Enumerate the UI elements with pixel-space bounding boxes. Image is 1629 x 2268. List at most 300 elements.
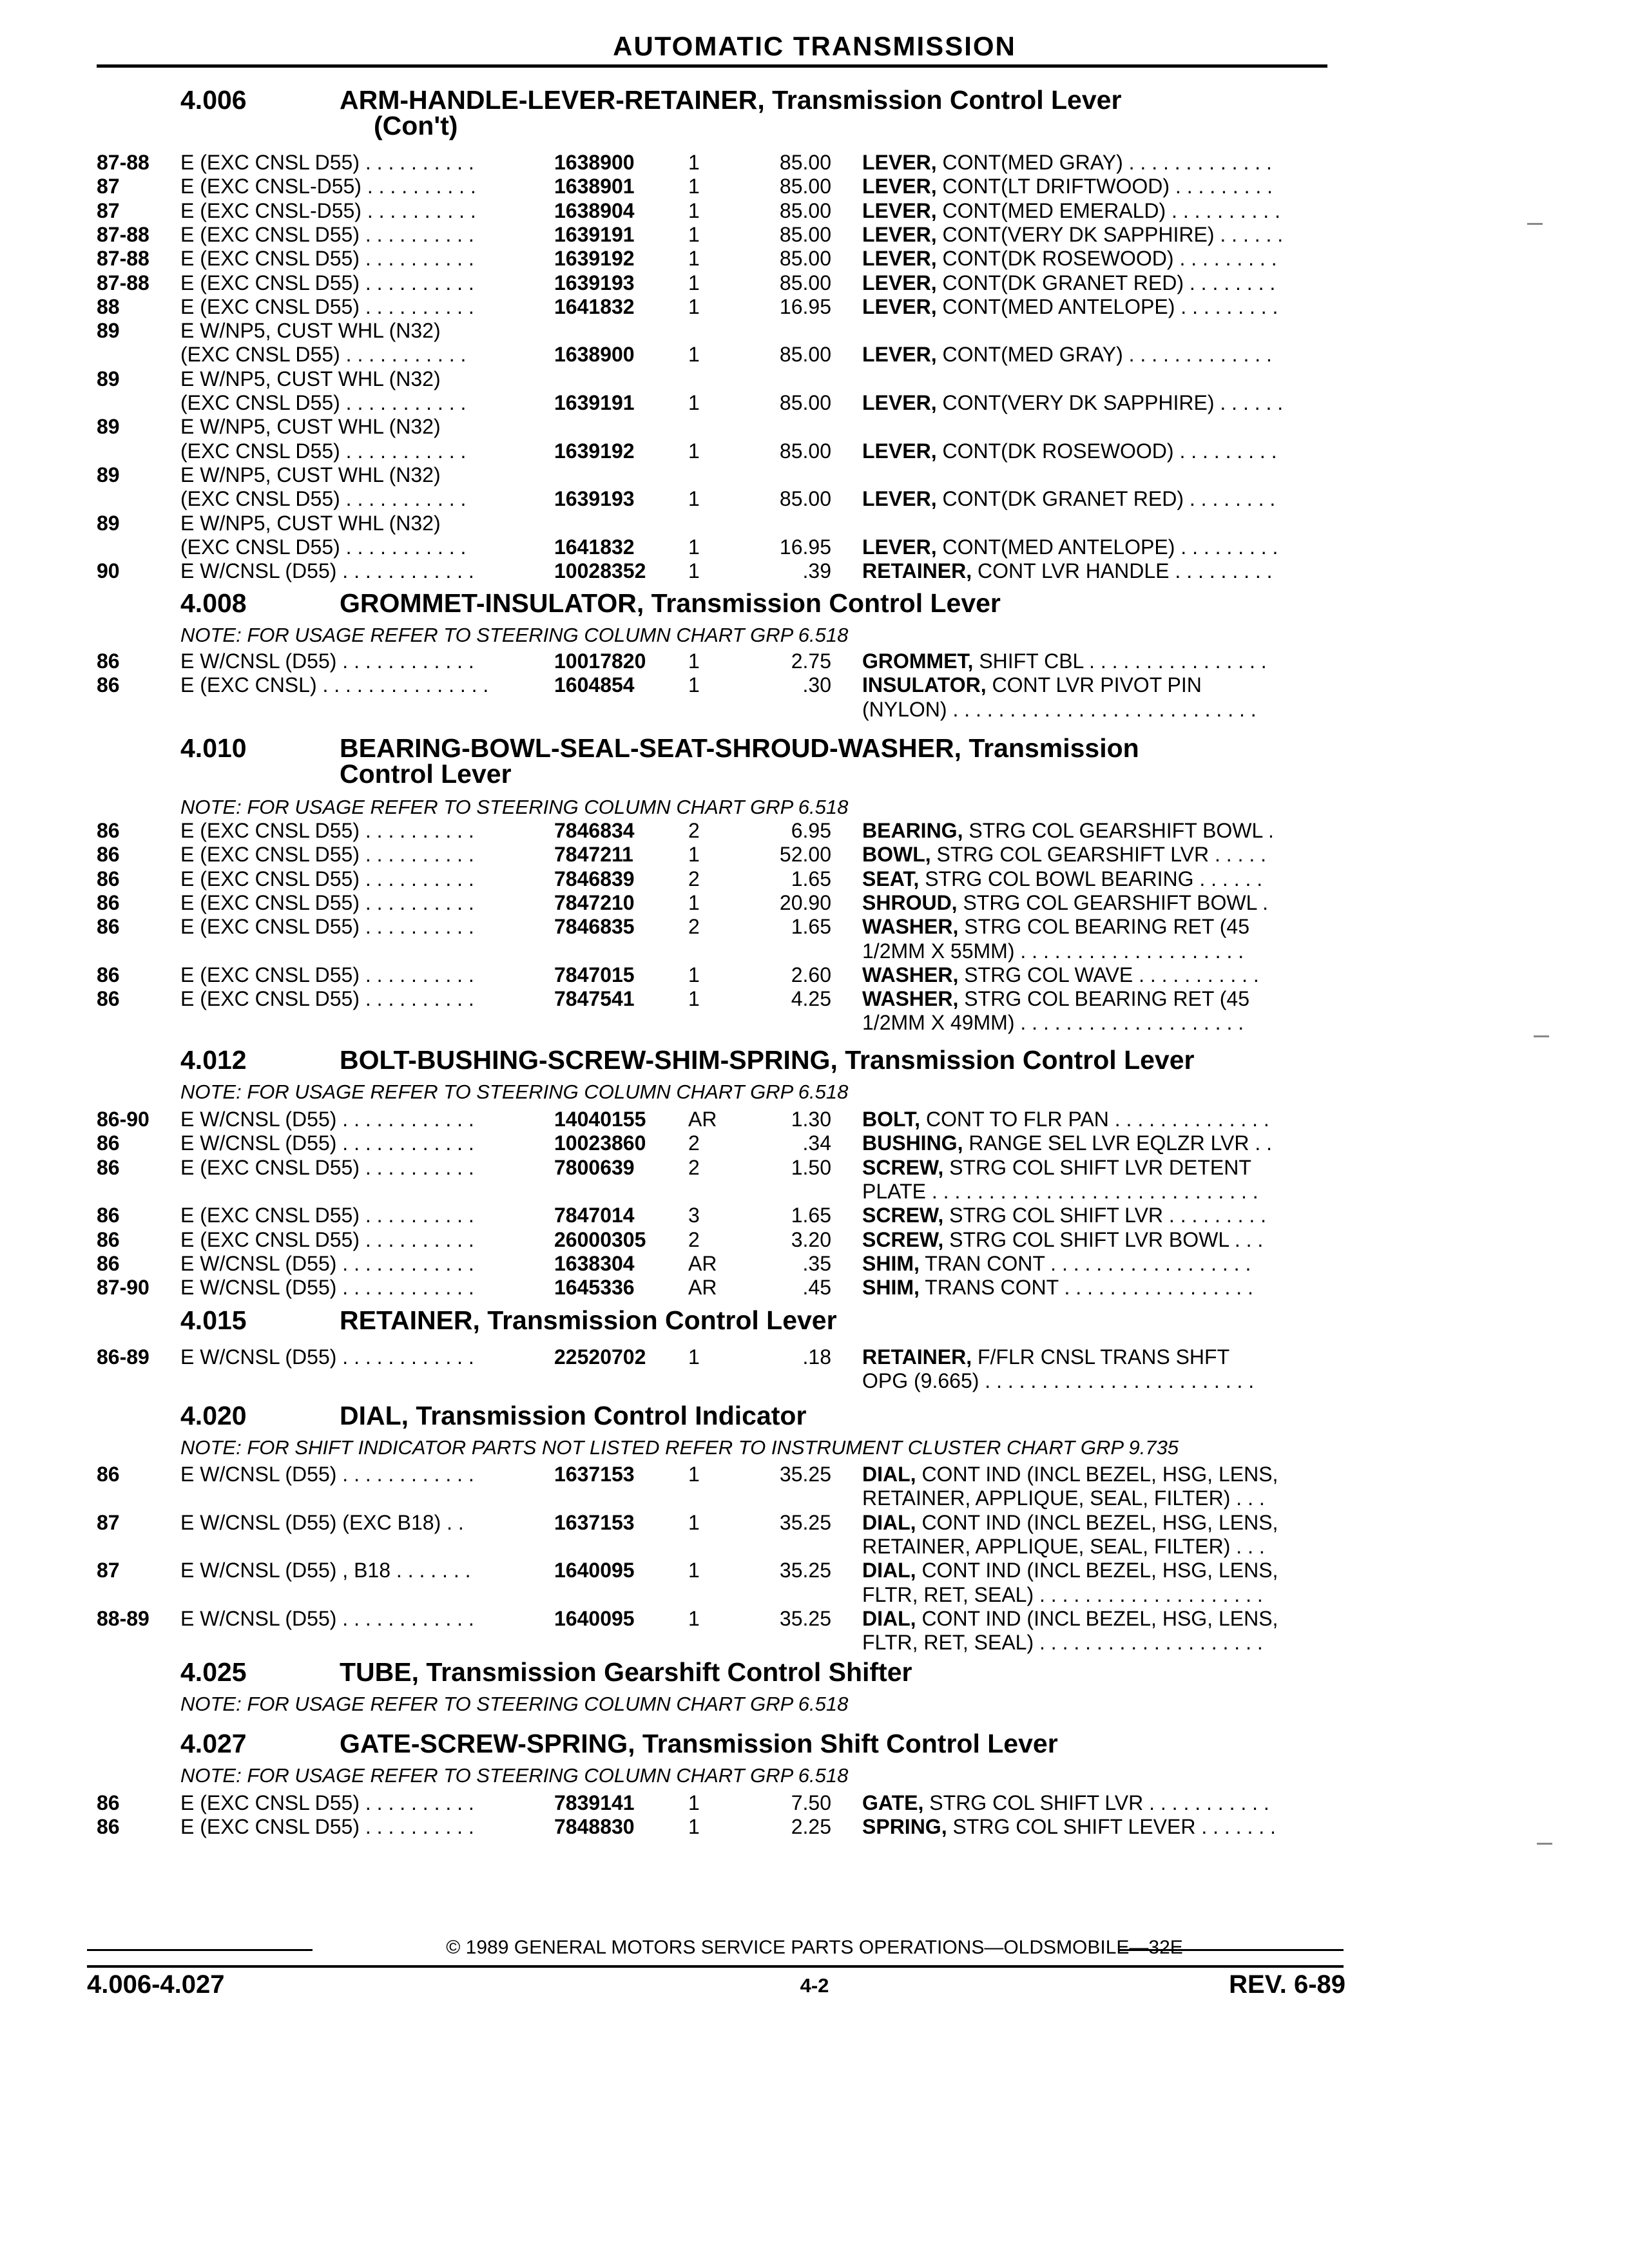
margin-mark	[1537, 1843, 1552, 1845]
application: E (EXC CNSL D55) . . . . . . . . . .	[180, 1155, 474, 1179]
part-number: 1639191	[554, 391, 635, 414]
part-number: 1645336	[554, 1276, 635, 1300]
quantity: 3	[688, 1204, 700, 1227]
quantity: 2	[688, 1155, 700, 1179]
table-row	[0, 1369, 1629, 1393]
table-row	[0, 819, 1629, 843]
application: E (EXC CNSL D55) . . . . . . . . . .	[180, 222, 474, 246]
description-text: RANGE SEL LVR EQLZR LVR . .	[969, 1131, 1272, 1155]
description	[862, 1228, 1263, 1252]
model-year: 86	[97, 1155, 120, 1179]
model-year: 87-88	[97, 271, 149, 294]
description	[862, 1108, 1269, 1131]
description	[862, 1276, 1253, 1300]
part-name: WASHER,	[862, 915, 959, 939]
table-row	[0, 415, 1629, 439]
model-year: 86	[97, 963, 120, 986]
price: .39	[802, 559, 831, 583]
description	[862, 199, 1280, 223]
part-name: LEVER,	[862, 439, 937, 463]
description-text: (NYLON) . . . . . . . . . . . . . . . . . . . . . . . . . . .	[862, 697, 1257, 721]
description	[862, 1345, 1229, 1369]
quantity: 1	[688, 1345, 700, 1369]
price: 2.60	[791, 963, 831, 986]
description-text: CONT IND (INCL BEZEL, HSG, LENS,	[921, 1510, 1278, 1534]
section-number: 4.025	[180, 1657, 247, 1687]
description	[862, 223, 1283, 247]
description	[862, 939, 1244, 963]
usage-note: NOTE: FOR SHIFT INDICATOR PARTS NOT LISTED REFER TO INSTRUMENT CLUSTER CHART GRP 9.735	[180, 1436, 1179, 1459]
part-name: SCREW,	[862, 1155, 944, 1179]
table-row	[0, 199, 1629, 223]
section-number: 4.010	[180, 733, 247, 763]
part-number: 1639193	[554, 271, 635, 294]
model-year: 87	[97, 1510, 120, 1534]
model-year: 89	[97, 511, 120, 535]
table-row	[0, 1535, 1629, 1559]
quantity: 1	[688, 294, 700, 318]
page-range: 4.006-4.027	[87, 1970, 225, 1999]
application: E (EXC CNSL D55) . . . . . . . . . .	[180, 1815, 474, 1839]
quantity: 1	[688, 1815, 700, 1839]
price: 2.75	[791, 649, 831, 673]
description	[862, 343, 1272, 367]
table-row	[0, 867, 1629, 891]
part-name: LEVER,	[862, 222, 937, 246]
part-number: 7846834	[554, 819, 635, 842]
quantity: 1	[688, 343, 700, 367]
application: E (EXC CNSL D55) . . . . . . . . . .	[180, 915, 474, 939]
price: 35.25	[779, 1463, 831, 1486]
table-row	[0, 1252, 1629, 1276]
description	[862, 1180, 1258, 1204]
description	[862, 819, 1274, 843]
price: 1.50	[791, 1155, 831, 1179]
part-number: 7847014	[554, 1204, 635, 1227]
application: E (EXC CNSL D55) . . . . . . . . . .	[180, 819, 474, 842]
part-number: 1604854	[554, 673, 635, 697]
price: 35.25	[779, 1510, 831, 1534]
price: 85.00	[779, 247, 831, 271]
description	[862, 843, 1266, 867]
application: E (EXC CNSL D55) . . . . . . . . . .	[180, 987, 474, 1011]
model-year: 86	[97, 1791, 120, 1814]
description	[862, 391, 1283, 415]
description-text: PLATE . . . . . . . . . . . . . . . . . . . . . . . . . . . . .	[862, 1179, 1258, 1203]
price: 85.00	[779, 198, 831, 222]
description-text: STRG COL BEARING RET (45	[964, 987, 1249, 1011]
quantity: 1	[688, 222, 700, 246]
section-number: 4.015	[180, 1305, 247, 1335]
description-text: CONT(LT DRIFTWOOD) . . . . . . . . .	[942, 175, 1273, 198]
section-number: 4.012	[180, 1045, 247, 1075]
application: E (EXC CNSL D55) . . . . . . . . . .	[180, 1204, 474, 1227]
part-number: 26000305	[554, 1227, 646, 1251]
part-name: BUSHING,	[862, 1131, 963, 1155]
description-text: TRAN CONT . . . . . . . . . . . . . . . . . .	[925, 1251, 1251, 1275]
price: 35.25	[779, 1559, 831, 1582]
price: 52.00	[779, 843, 831, 867]
table-row	[0, 1511, 1629, 1535]
application: E W/CNSL (D55) (EXC B18) . .	[180, 1510, 464, 1534]
part-number: 7847211	[554, 843, 633, 867]
description	[862, 175, 1273, 198]
quantity: AR	[688, 1276, 717, 1300]
table-row	[0, 673, 1629, 697]
price: 2.25	[791, 1815, 831, 1839]
application: E (EXC CNSL D55) . . . . . . . . . .	[180, 1227, 474, 1251]
table-row	[0, 295, 1629, 319]
section-title: DIAL, Transmission Control Indicator	[340, 1401, 807, 1430]
description-text: STRG COL GEARSHIFT LVR . . . . .	[936, 843, 1267, 867]
part-number: 1640095	[554, 1559, 635, 1582]
price: 85.00	[779, 343, 831, 367]
description-text: STRG COL GEARSHIFT BOWL .	[963, 890, 1268, 914]
description-text: CONT(MED GRAY) . . . . . . . . . . . . .	[942, 343, 1272, 367]
description	[862, 1463, 1278, 1486]
page-title: AUTOMATIC TRANSMISSION	[613, 31, 1016, 61]
table-row	[0, 1631, 1629, 1655]
model-year: 86	[97, 819, 120, 842]
footer-rule-bottom	[87, 1965, 1344, 1968]
section-title: RETAINER, Transmission Control Lever	[340, 1305, 837, 1335]
quantity: 2	[688, 819, 700, 842]
description	[862, 1815, 1276, 1839]
table-row	[0, 891, 1629, 915]
quantity: 1	[688, 439, 700, 463]
table-row	[0, 1791, 1629, 1815]
part-number: 14040155	[554, 1108, 646, 1131]
price: 6.95	[791, 819, 831, 842]
quantity: 1	[688, 391, 700, 414]
model-year: 86	[97, 649, 120, 673]
part-name: GROMMET,	[862, 649, 974, 673]
section-number: 4.006	[180, 85, 247, 115]
price: 85.00	[779, 151, 831, 174]
description-text: CONT LVR PIVOT PIN	[992, 673, 1202, 697]
price: 7.50	[791, 1791, 831, 1814]
price: 16.95	[779, 535, 831, 559]
quantity: 1	[688, 843, 700, 867]
model-year: 87-88	[97, 222, 149, 246]
model-year: 88	[97, 294, 120, 318]
description-text: CONT(MED ANTELOPE) . . . . . . . . .	[942, 294, 1278, 318]
description	[862, 1204, 1266, 1227]
price: 85.00	[779, 391, 831, 414]
description	[862, 891, 1268, 915]
table-row	[0, 963, 1629, 987]
model-year: 87	[97, 175, 120, 198]
part-name: WASHER,	[862, 987, 959, 1011]
description	[862, 247, 1277, 271]
page-number: 4-2	[800, 1974, 829, 1997]
description	[862, 1583, 1263, 1607]
description	[862, 1607, 1278, 1631]
table-row	[0, 175, 1629, 198]
model-year: 86	[97, 1204, 120, 1227]
part-name: SHIM,	[862, 1251, 920, 1275]
part-name: LEVER,	[862, 391, 937, 414]
table-row	[0, 698, 1629, 722]
table-row	[0, 391, 1629, 415]
model-year: 89	[97, 319, 120, 343]
application: E W/CNSL (D55) . . . . . . . . . . . .	[180, 649, 474, 673]
table-row	[0, 151, 1629, 175]
quantity: 1	[688, 487, 700, 511]
part-number: 1637153	[554, 1463, 635, 1486]
continued-label: (Con't)	[374, 111, 458, 140]
part-number: 7846839	[554, 867, 635, 890]
description	[862, 271, 1275, 295]
quantity: AR	[688, 1251, 717, 1275]
model-year: 86	[97, 987, 120, 1011]
table-row	[0, 1108, 1629, 1131]
section-number: 4.008	[180, 588, 247, 618]
usage-note: NOTE: FOR USAGE REFER TO STEERING COLUMN CHART GRP 6.518	[180, 624, 849, 646]
description-text: CONT IND (INCL BEZEL, HSG, LENS,	[921, 1606, 1278, 1630]
description	[862, 1252, 1251, 1276]
quantity: 1	[688, 963, 700, 986]
part-number: 1638900	[554, 151, 635, 174]
model-year: 86	[97, 867, 120, 890]
part-name: LEVER,	[862, 343, 937, 367]
part-number: 22520702	[554, 1345, 646, 1369]
description	[862, 1511, 1278, 1535]
table-row	[0, 1228, 1629, 1252]
description	[862, 1011, 1244, 1035]
part-number: 10017820	[554, 649, 646, 673]
application: E (EXC CNSL-D55) . . . . . . . . . .	[180, 175, 476, 198]
price: .45	[802, 1276, 831, 1300]
part-number: 7800639	[554, 1155, 635, 1179]
model-year: 86	[97, 890, 120, 914]
part-number: 7847541	[554, 987, 635, 1011]
table-row	[0, 439, 1629, 463]
application: (EXC CNSL D55) . . . . . . . . . . .	[180, 343, 467, 367]
description	[862, 1535, 1265, 1559]
description-text: STRG COL SHIFT LVR . . . . . . . . . . .	[929, 1791, 1269, 1814]
description-text: CONT(DK ROSEWOOD) . . . . . . . . .	[942, 439, 1277, 463]
part-number: 7847015	[554, 963, 635, 986]
description-text: CONT(MED ANTELOPE) . . . . . . . . .	[942, 535, 1278, 559]
description	[862, 487, 1275, 511]
description-text: FLTR, RET, SEAL) . . . . . . . . . . . . . . . . . . . .	[862, 1631, 1263, 1655]
application: E (EXC CNSL D55) . . . . . . . . . .	[180, 867, 474, 890]
description	[862, 295, 1278, 319]
section-title: GROMMET-INSULATOR, Transmission Control Lever	[340, 588, 1001, 618]
description	[862, 559, 1273, 583]
application: E (EXC CNSL-D55) . . . . . . . . . .	[180, 198, 476, 222]
application: E W/CNSL (D55) . . . . . . . . . . . .	[180, 1251, 474, 1275]
price: 85.00	[779, 439, 831, 463]
application: E W/CNSL (D55) . . . . . . . . . . . .	[180, 1131, 474, 1155]
part-number: 1638901	[554, 175, 635, 198]
table-row	[0, 535, 1629, 559]
application: E W/NP5, CUST WHL (N32)	[180, 319, 441, 343]
description-text: RETAINER, APPLIQUE, SEAL, FILTER) . . .	[862, 1486, 1265, 1510]
application: E (EXC CNSL D55) . . . . . . . . . .	[180, 1791, 474, 1814]
quantity: 2	[688, 1131, 700, 1155]
model-year: 86	[97, 915, 120, 939]
description-text: CONT(VERY DK SAPPHIRE) . . . . . .	[942, 391, 1284, 414]
application: E W/NP5, CUST WHL (N32)	[180, 511, 441, 535]
part-name: GATE,	[862, 1791, 924, 1814]
price: 85.00	[779, 271, 831, 294]
model-year: 89	[97, 463, 120, 486]
part-number: 1637153	[554, 1510, 635, 1534]
title-rule	[97, 64, 1327, 68]
description	[862, 649, 1267, 673]
application: (EXC CNSL D55) . . . . . . . . . . .	[180, 439, 467, 463]
application: E W/CNSL (D55) . . . . . . . . . . . .	[180, 1606, 474, 1630]
price: .30	[802, 673, 831, 697]
part-name: WASHER,	[862, 963, 959, 986]
description-text: STRG COL BOWL BEARING . . . . . .	[925, 867, 1263, 890]
description	[862, 1156, 1251, 1180]
table-row	[0, 1486, 1629, 1510]
model-year: 86	[97, 1227, 120, 1251]
model-year: 87-90	[97, 1276, 149, 1300]
description-text: 1/2MM X 49MM) . . . . . . . . . . . . . . . . . . . .	[862, 1011, 1244, 1035]
quantity: 1	[688, 1510, 700, 1534]
model-year: 86	[97, 1463, 120, 1486]
model-year: 89	[97, 367, 120, 390]
part-name: SEAT,	[862, 867, 920, 890]
description-text: SHIFT CBL . . . . . . . . . . . . . . . .	[979, 649, 1267, 673]
application: E (EXC CNSL D55) . . . . . . . . . .	[180, 890, 474, 914]
table-row	[0, 843, 1629, 867]
application: E (EXC CNSL D55) . . . . . . . . . .	[180, 151, 474, 174]
description-text: CONT IND (INCL BEZEL, HSG, LENS,	[921, 1463, 1278, 1486]
price: 1.65	[791, 867, 831, 890]
quantity: 2	[688, 1227, 700, 1251]
description	[862, 1631, 1263, 1655]
description-text: RETAINER, APPLIQUE, SEAL, FILTER) . . .	[862, 1534, 1265, 1558]
quantity: 2	[688, 915, 700, 939]
quantity: 1	[688, 649, 700, 673]
part-number: 1639192	[554, 247, 635, 271]
description-text: F/FLR CNSL TRANS SHFT	[977, 1345, 1230, 1369]
table-row	[0, 271, 1629, 295]
description-text: TRANS CONT . . . . . . . . . . . . . . . . .	[925, 1276, 1253, 1300]
price: 1.30	[791, 1108, 831, 1131]
model-year: 86	[97, 673, 120, 697]
part-name: LEVER,	[862, 198, 937, 222]
table-row	[0, 247, 1629, 271]
copyright-line: © 1989 GENERAL MOTORS SERVICE PARTS OPERATIONS—OLDSMOBILE—32E	[446, 1937, 1183, 1958]
usage-note: NOTE: FOR USAGE REFER TO STEERING COLUMN CHART GRP 6.518	[180, 1693, 849, 1715]
application: E (EXC CNSL D55) . . . . . . . . . .	[180, 294, 474, 318]
part-number: 7847210	[554, 890, 635, 914]
part-number: 1638900	[554, 343, 635, 367]
part-name: DIAL,	[862, 1559, 916, 1582]
part-number: 1638304	[554, 1251, 635, 1275]
model-year: 86	[97, 1815, 120, 1839]
model-year: 88-89	[97, 1606, 149, 1630]
part-number: 7839141	[554, 1791, 635, 1814]
table-row	[0, 1463, 1629, 1486]
description	[862, 151, 1272, 175]
table-row	[0, 559, 1629, 583]
application: E W/CNSL (D55) , B18 . . . . . . .	[180, 1559, 471, 1582]
price: 1.65	[791, 1204, 831, 1227]
table-row	[0, 367, 1629, 391]
application: E W/CNSL (D55) . . . . . . . . . . . .	[180, 1463, 474, 1486]
part-name: LEVER,	[862, 271, 937, 294]
description-text: STRG COL SHIFT LVR BOWL . . .	[949, 1227, 1264, 1251]
description	[862, 1791, 1269, 1815]
table-row	[0, 1156, 1629, 1180]
part-number: 1639191	[554, 222, 635, 246]
application: E (EXC CNSL D55) . . . . . . . . . .	[180, 843, 474, 867]
table-row	[0, 1815, 1629, 1839]
table-row	[0, 987, 1629, 1011]
price: 3.20	[791, 1227, 831, 1251]
part-name: SCREW,	[862, 1227, 944, 1251]
model-year: 86	[97, 1131, 120, 1155]
table-row	[0, 939, 1629, 963]
description-text: CONT LVR HANDLE . . . . . . . . .	[977, 559, 1273, 583]
application: E W/CNSL (D55) . . . . . . . . . . . .	[180, 1345, 474, 1369]
part-name: DIAL,	[862, 1510, 916, 1534]
description	[862, 987, 1249, 1011]
part-number: 1638904	[554, 198, 635, 222]
quantity: 1	[688, 1606, 700, 1630]
table-row	[0, 1131, 1629, 1155]
price: 16.95	[779, 294, 831, 318]
part-name: SPRING,	[862, 1815, 947, 1839]
part-number: 1640095	[554, 1606, 635, 1630]
part-name: DIAL,	[862, 1463, 916, 1486]
application: (EXC CNSL D55) . . . . . . . . . . .	[180, 535, 467, 559]
application: E (EXC CNSL D55) . . . . . . . . . .	[180, 963, 474, 986]
description-text: STRG COL SHIFT LVR DETENT	[949, 1155, 1251, 1179]
model-year: 86	[97, 843, 120, 867]
description	[862, 1369, 1254, 1393]
description	[862, 915, 1249, 939]
description-text: STRG COL BEARING RET (45	[964, 915, 1249, 939]
part-number: 10028352	[554, 559, 646, 583]
quantity: 2	[688, 867, 700, 890]
section-title: GATE-SCREW-SPRING, Transmission Shift Control Lever	[340, 1729, 1058, 1758]
part-name: LEVER,	[862, 175, 937, 198]
application: E W/CNSL (D55) . . . . . . . . . . . .	[180, 1276, 474, 1300]
description	[862, 698, 1257, 722]
table-row	[0, 1583, 1629, 1607]
price: 35.25	[779, 1606, 831, 1630]
description-text: FLTR, RET, SEAL) . . . . . . . . . . . . . . . . . . . .	[862, 1582, 1263, 1606]
table-row	[0, 487, 1629, 511]
section-number: 4.020	[180, 1401, 247, 1430]
description-text: CONT(DK GRANET RED) . . . . . . . .	[942, 271, 1276, 294]
application: E W/NP5, CUST WHL (N32)	[180, 463, 441, 486]
part-name: RETAINER,	[862, 1345, 972, 1369]
description	[862, 1559, 1278, 1582]
table-row	[0, 1345, 1629, 1369]
quantity: 1	[688, 559, 700, 583]
description-text: STRG COL WAVE . . . . . . . . . . .	[964, 963, 1259, 986]
application: E W/CNSL (D55) . . . . . . . . . . . .	[180, 1108, 474, 1131]
application: E W/NP5, CUST WHL (N32)	[180, 367, 441, 390]
part-number: 1641832	[554, 294, 635, 318]
application: (EXC CNSL D55) . . . . . . . . . . .	[180, 391, 467, 414]
quantity: 1	[688, 1559, 700, 1582]
part-name: SCREW,	[862, 1204, 944, 1227]
model-year: 87	[97, 198, 120, 222]
quantity: 1	[688, 890, 700, 914]
part-name: DIAL,	[862, 1606, 916, 1630]
description-text: CONT TO FLR PAN . . . . . . . . . . . . . .	[925, 1108, 1269, 1131]
